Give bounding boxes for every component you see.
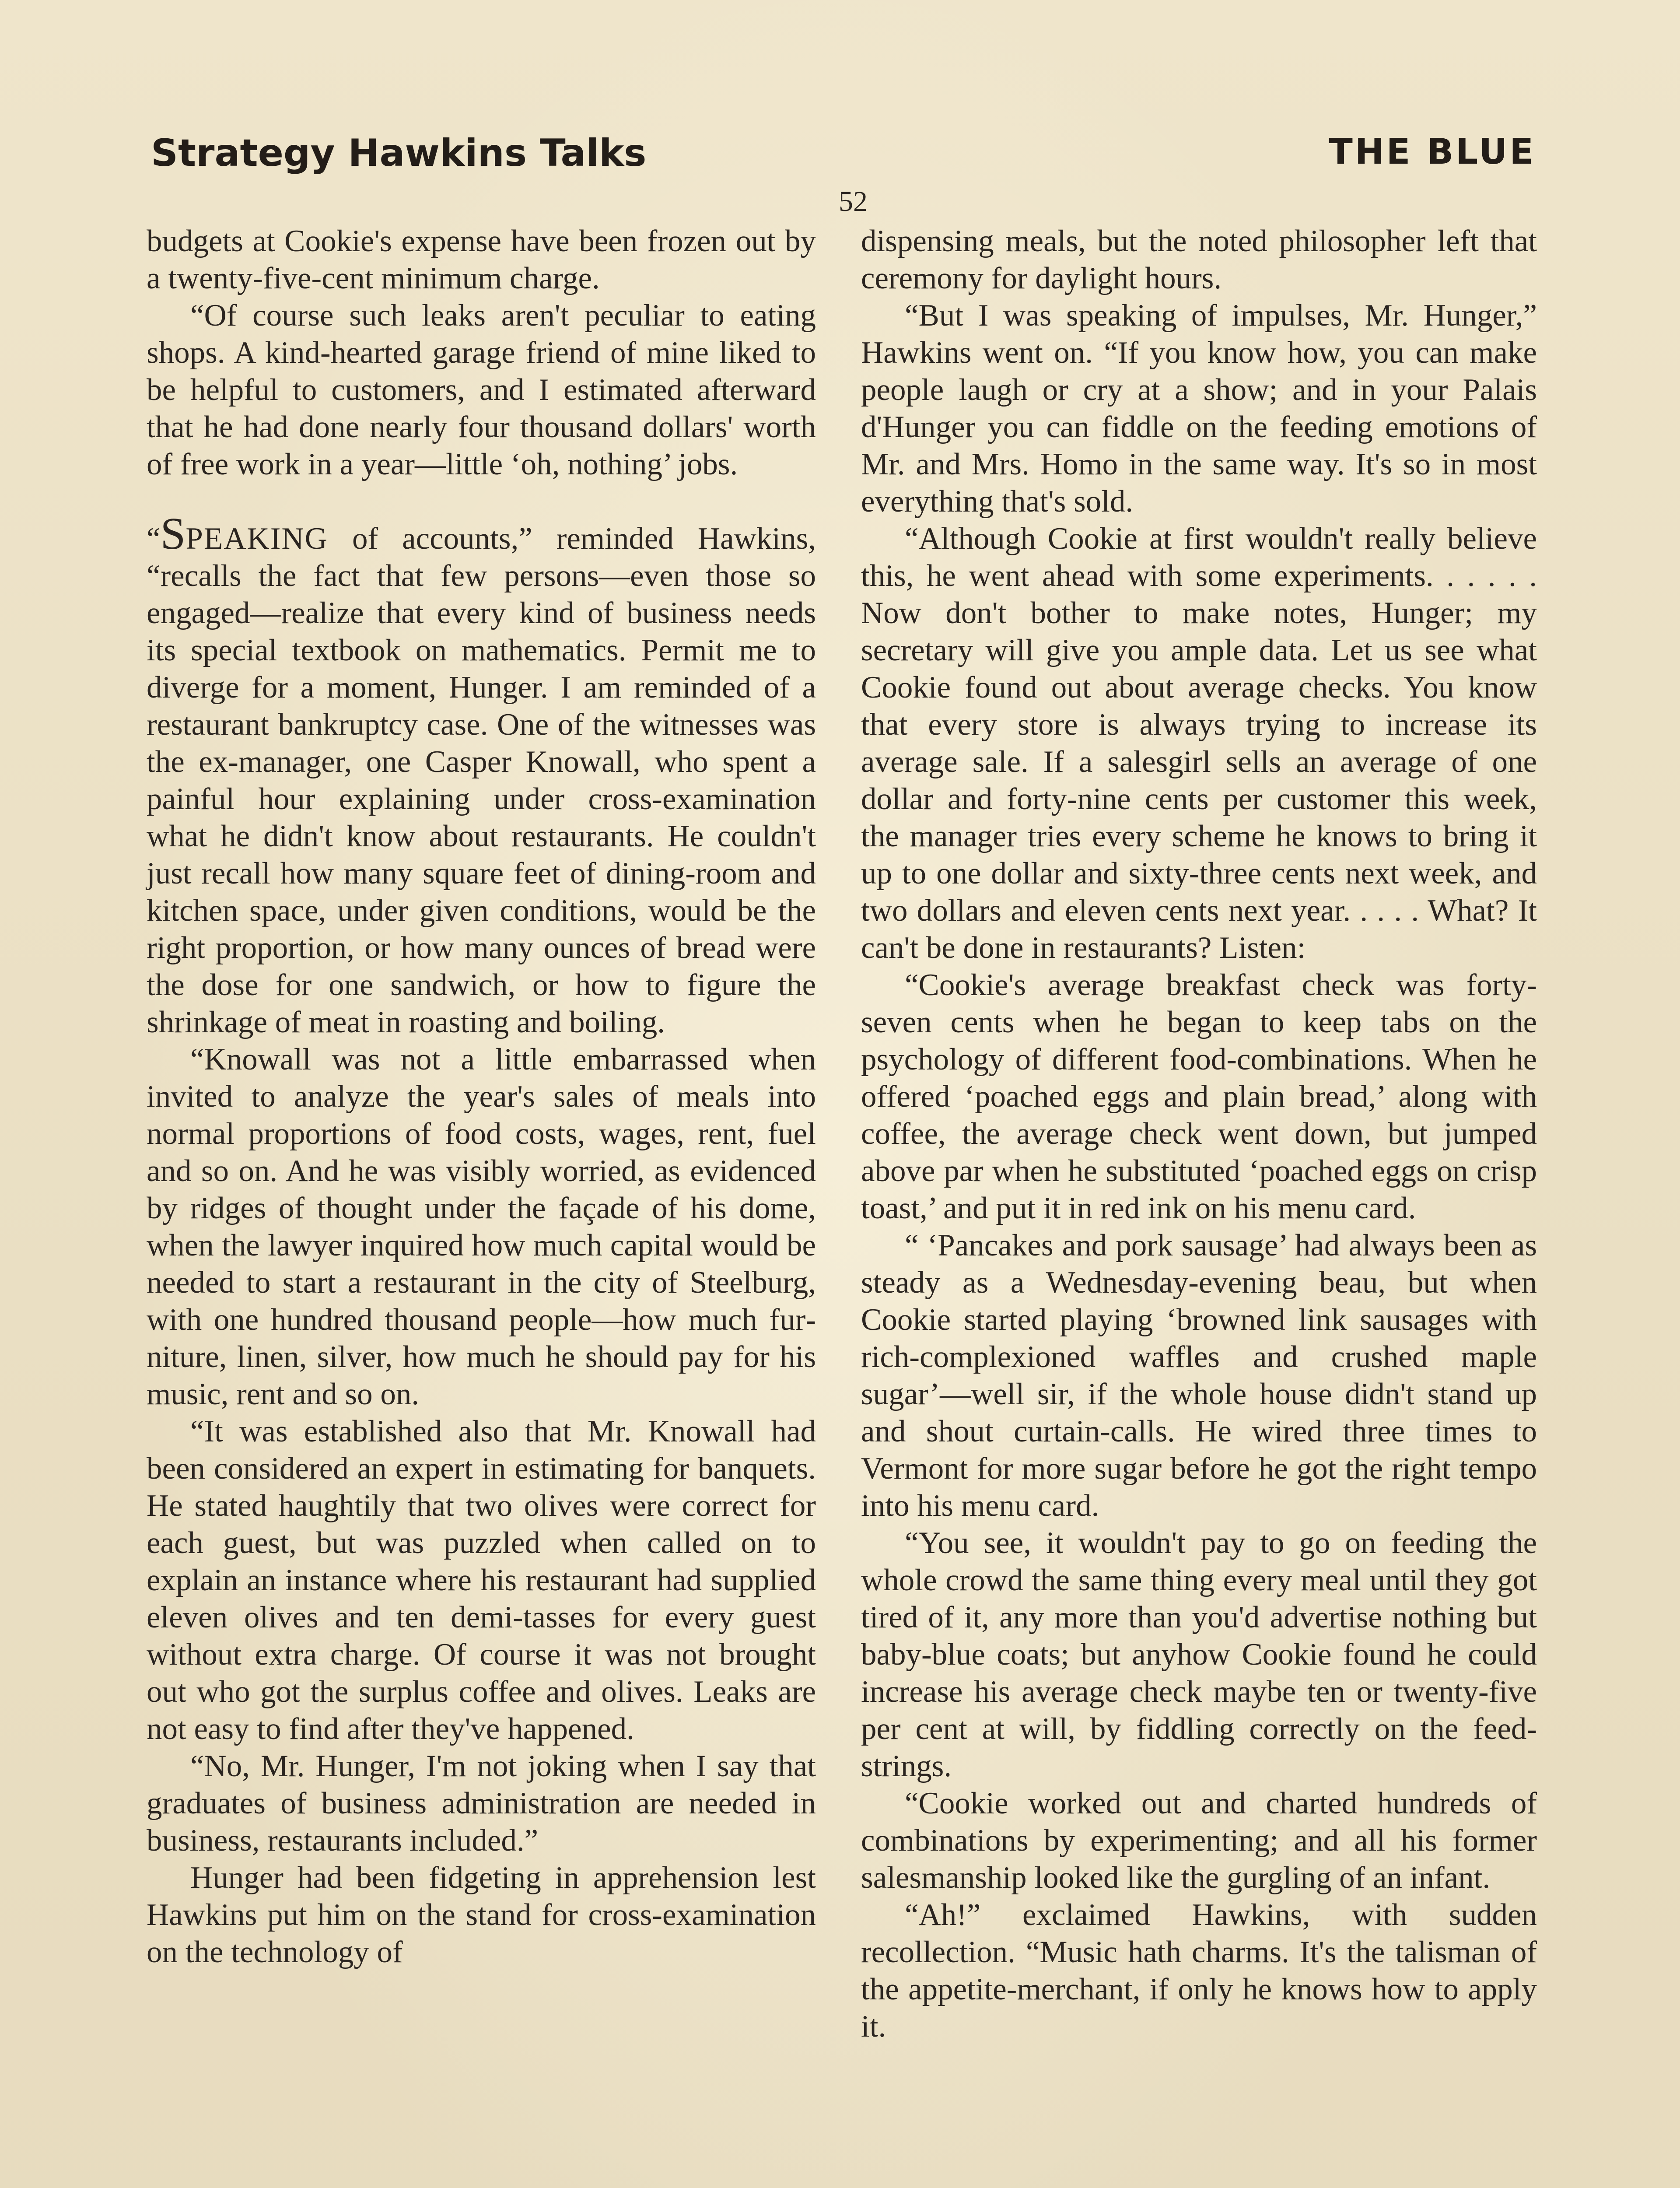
paragraph: “Of course such leaks aren't peculiar to eating shops. A kind-hearted garage friend of mine liked to be helpful to customers, and I estimated afterward that he had done nearly four thousand dollars' worth of free work in a year—little ‘oh, nothing’ jobs.	[147, 298, 816, 481]
paragraph: “Cookie's average breakfast check was forty-seven cents when he began to keep tabs on the psychology of different food-combinations. When he offered ‘poached eggs and plain bread,’ along with coffee, the average check went down, but jumped above par when he substituted ‘poached eggs on crisp toast,’ and put it in red ink on his menu card.	[861, 968, 1537, 1225]
paragraph: “ ‘Pancakes and pork sausage’ had always been as steady as a Wednesday-evening beau, but when Cookie started playing ‘browned link sausages with rich-complexioned waffles and crushed maple sugar’—well sir, if the whole house didn't stand up and shout curtain-calls. He wired three times to Vermont for more sugar before he got the right tempo into his menu card.	[861, 1228, 1537, 1523]
paragraph: “But I was speaking of impulses, Mr. Hunger,” Hawkins went on. “If you know how, you can make people laugh or cry at a show; and in your Palais d'Hunger you can fiddle on the feeding emotions of Mr. and Mrs. Homo in the same way. It's so in most everything that's sold.	[861, 298, 1537, 519]
paragraph: “Knowall was not a little embarrassed when invited to analyze the year's sales of meals into normal proportions of food costs, wages, rent, fuel and so on. And he was visibly worried, as evidenced by ridges of thought under the façade of his dome, when the lawyer inquired how much capital would be needed to start a restaurant in the city of Steelburg, with one hundred thousand people—how much furniture, linen, silver, how much he should pay for his music, rent and so on.	[147, 1042, 816, 1411]
paragraph-section-opening	[147, 508, 816, 1041]
paragraph: Hunger had been fidgeting in apprehension lest Hawkins put him on the stand for cross-examination on the technology of	[147, 1861, 816, 1969]
drop-cap: S	[160, 508, 186, 559]
small-caps-lead: PEAKING	[186, 522, 328, 556]
paragraph: “It was established also that Mr. Knowall had been considered an expert in estimating for banquets. He stated haughtily that two olives were correct for each guest, but was puzzled when called on to explain an instance where his restaurant had supplied eleven olives and ten demi-tasses for every guest without extra charge. Of course it was not brought out who got the surplus coffee and olives. Leaks are not easy to find after they've happened.	[147, 1414, 816, 1746]
opening-quote: “	[147, 522, 161, 556]
paragraph: “No, Mr. Hunger, I'm not joking when I say that graduates of business administration are needed in business, restaurants included.”	[147, 1749, 816, 1858]
paragraph-rest: of accounts,” reminded Hawkins, “recalls the fact that few persons—even those so engaged—realize that every kind of business needs its special textbook on mathematics. Permit me to diverge for a moment, Hunger. I am reminded of a restaurant bankruptcy case. One of the witnesses was the ex-manager, one Casper Knowall, who spent a painful hour explaining under cross-examination what he didn't know about restaurants. He couldn't just recall how many square feet of dining-room and kitchen space, under given conditions, would be the right proportion, or how many ounces of bread were the dose for one sandwich, or how to figure the shrinkage of meat in roasting and boiling.	[147, 522, 816, 1039]
text-column-left	[147, 223, 816, 1971]
running-head-title: Strategy Hawkins Talks	[151, 131, 647, 175]
paragraph: budgets at Cookie's expense have been frozen out by a twenty-five-cent minimum charge.	[147, 224, 816, 295]
running-head-magazine: THE BLUE	[1329, 131, 1536, 172]
paragraph: “Although Cookie at first wouldn't really believe this, he went ahead with some experiments. . . . . . Now don't bother to make notes, Hunger; my secretary will give you ample data. Let us see what Cookie found out about average checks. You know that every store is always trying to increase its average sale. If a salesgirl sells an average of one dollar and forty-nine cents per customer this week, the manager tries every scheme he knows to bring it up to one dollar and sixty-three cents next week, and two dollars and eleven cents next year. . . . . What? It can't be done in restaurants? Listen:	[861, 522, 1537, 965]
section-break	[147, 483, 816, 520]
text-column-right	[861, 223, 1537, 2045]
paragraph: “Cookie worked out and charted hundreds of combinations by experimenting; and all his former salesmanship looked like the gurgling of an infant.	[861, 1786, 1537, 1895]
paragraph: “Ah!” exclaimed Hawkins, with sudden recollection. “Music hath charms. It's the talisman of the appetite-merchant, if only he knows how to apply it.	[861, 1898, 1537, 2044]
paragraph: “You see, it wouldn't pay to go on feeding the whole crowd the same thing every meal until they got tired of it, any more than you'd advertise nothing but baby-blue coats; but anyhow Cookie found he could increase his average check maybe ten or twenty-five per cent at will, by fiddling correctly on the feed-strings.	[861, 1526, 1537, 1783]
page-number: 52	[839, 186, 868, 217]
paragraph: dispensing meals, but the noted philosopher left that ceremony for daylight hours.	[861, 224, 1537, 295]
